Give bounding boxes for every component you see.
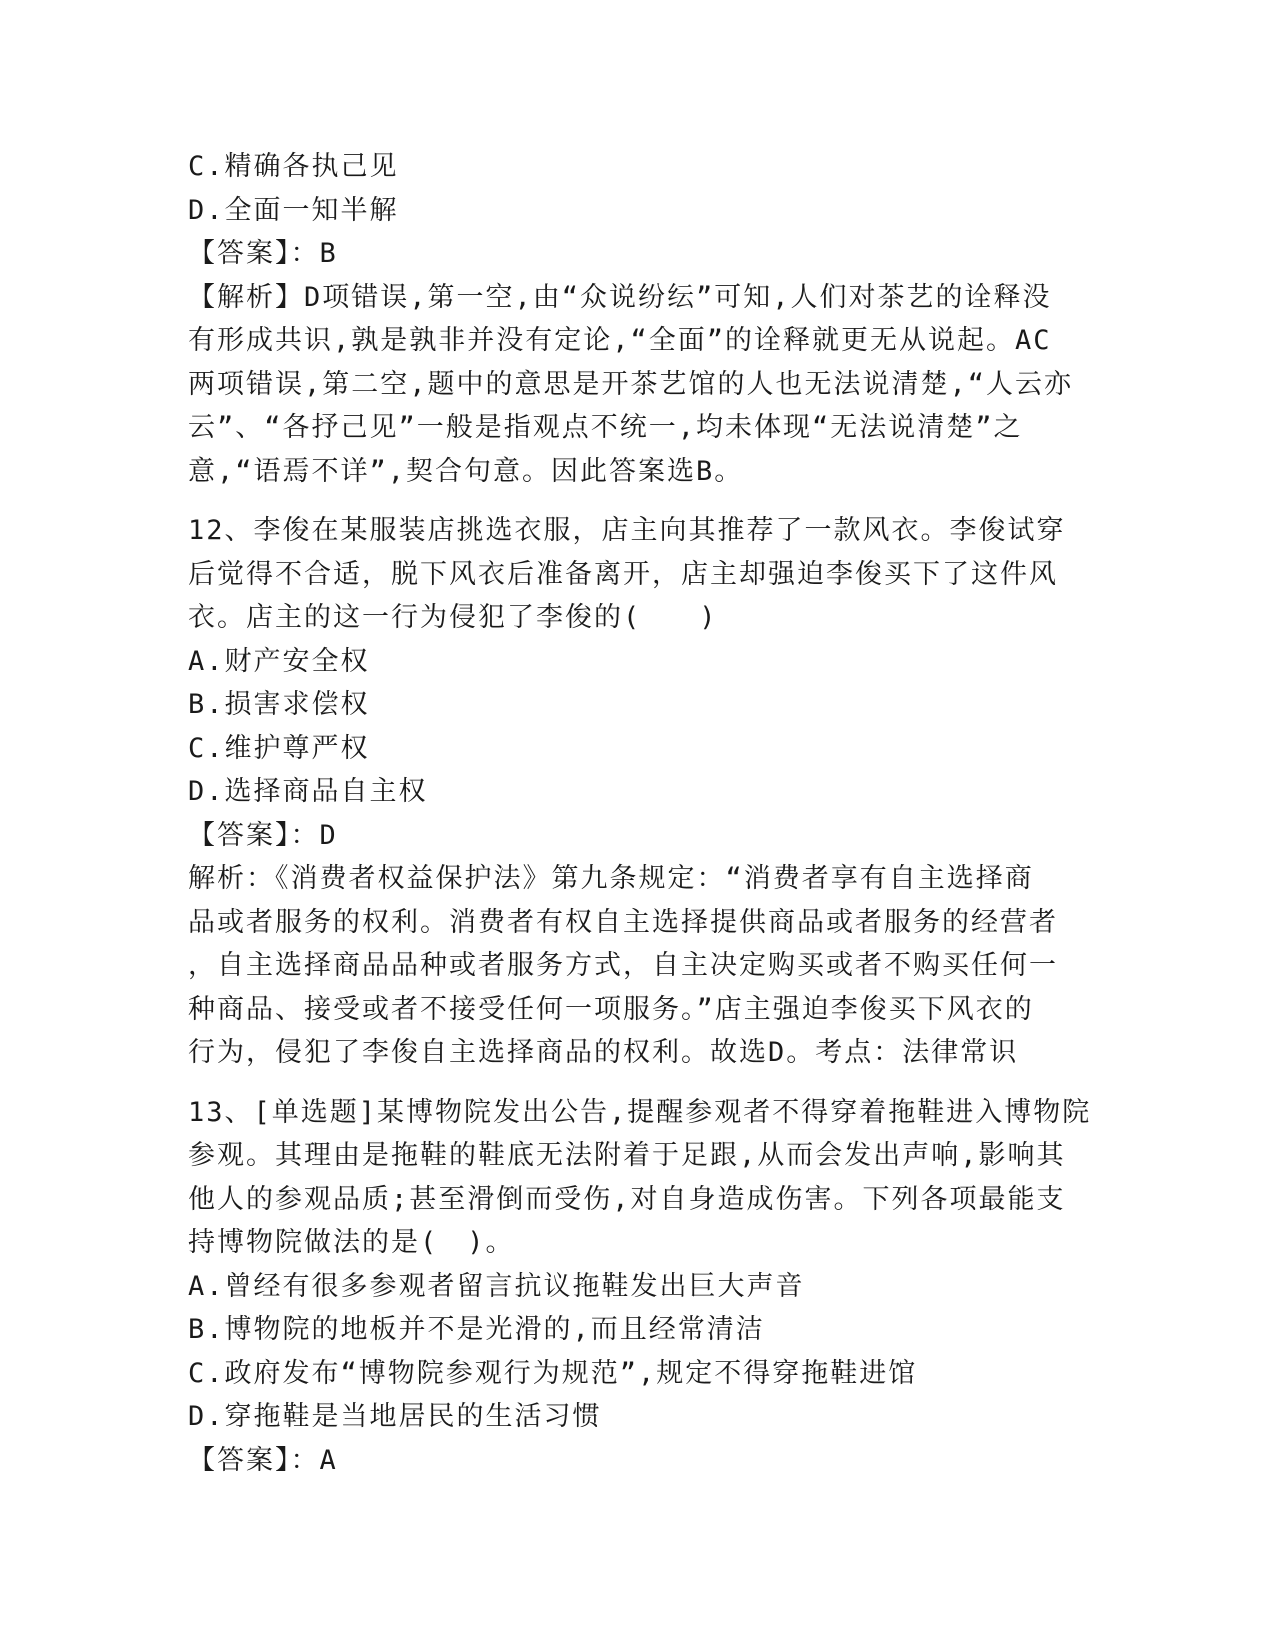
question-stem-line: 参观。其理由是拖鞋的鞋底无法附着于足跟,从而会发出声响,影响其 xyxy=(188,1140,1066,1171)
option-b: B.损害求偿权 xyxy=(188,689,370,720)
option-d: D.选择商品自主权 xyxy=(188,776,428,807)
option-b: B.博物院的地板并不是光滑的,而且经常清洁 xyxy=(188,1314,765,1345)
answer-line: 【答案】：A xyxy=(188,1444,338,1476)
analysis-line: 两项错误,第二空,题中的意思是开茶艺馆的人也无法说清楚,“人云亦 xyxy=(188,368,1074,400)
option-d: D.全面一知半解 xyxy=(188,194,399,226)
option-c: C.政府发布“博物院参观行为规范”,规定不得穿拖鞋进馆 xyxy=(188,1357,918,1389)
option-c: C.精确各执己见 xyxy=(188,151,399,182)
document-page xyxy=(188,145,1092,1482)
analysis-line: 解析：《消费者权益保护法》第九条规定：“消费者享有自主选择商 xyxy=(188,863,1034,894)
option-a: A.曾经有很多参观者留言抗议拖鞋发出巨大声音 xyxy=(188,1270,805,1302)
analysis-line: ，自主选择商品品种或者服务方式，自主决定购买或者不购买任何一 xyxy=(188,950,1058,981)
question-13 xyxy=(188,1091,1092,1483)
option-a: A.财产安全权 xyxy=(188,645,370,677)
analysis-line: 行为，侵犯了李俊自主选择商品的权利。故选D。考点：法律常识 xyxy=(188,1037,1019,1068)
analysis-line: 种商品、接受或者不接受任何一项服务。”店主强迫李俊买下风衣的 xyxy=(188,993,1034,1025)
option-c: C.维护尊严权 xyxy=(188,732,370,764)
question-12 xyxy=(188,509,1088,1075)
question-stem-line: 持博物院做法的是( )。 xyxy=(188,1227,515,1258)
question-stem-line: 衣。店主的这一行为侵犯了李俊的( ) xyxy=(188,602,718,633)
question-stem-line: 12、李俊在某服装店挑选衣服，店主向其推荐了一款风衣。李俊试穿 xyxy=(188,515,1066,546)
answer-line: 【答案】：B xyxy=(188,238,338,269)
question-stem-line: 后觉得不合适，脱下风衣后准备离开，店主却强迫李俊买下了这件风 xyxy=(188,558,1058,590)
question-stem-line: 他人的参观品质;甚至滑倒而受伤,对自身造成伤害。下列各项最能支 xyxy=(188,1183,1066,1215)
answer-line: 【答案】：D xyxy=(188,819,338,851)
analysis-line: 【解析】D项错误,第一空,由“众说纷纭”可知,人们对茶艺的诠释没 xyxy=(188,281,1052,313)
analysis-line: 意,“语焉不详”,契合句意。因此答案选B。 xyxy=(188,455,744,487)
analysis-line: 品或者服务的权利。消费者有权自主选择提供商品或者服务的经营者 xyxy=(188,906,1058,938)
option-d: D.穿拖鞋是当地居民的生活习惯 xyxy=(188,1401,602,1432)
question-11-tail xyxy=(188,145,1088,493)
analysis-line: 云”、“各抒己见”一般是指观点不统一,均未体现“无法说清楚”之 xyxy=(188,412,1023,443)
analysis-line: 有形成共识,孰是孰非并没有定论,“全面”的诠释就更无从说起。AC xyxy=(188,325,1052,356)
question-stem-line: 13、[单选题]某博物院发出公告,提醒参观者不得穿着拖鞋进入博物院 xyxy=(188,1096,1092,1128)
